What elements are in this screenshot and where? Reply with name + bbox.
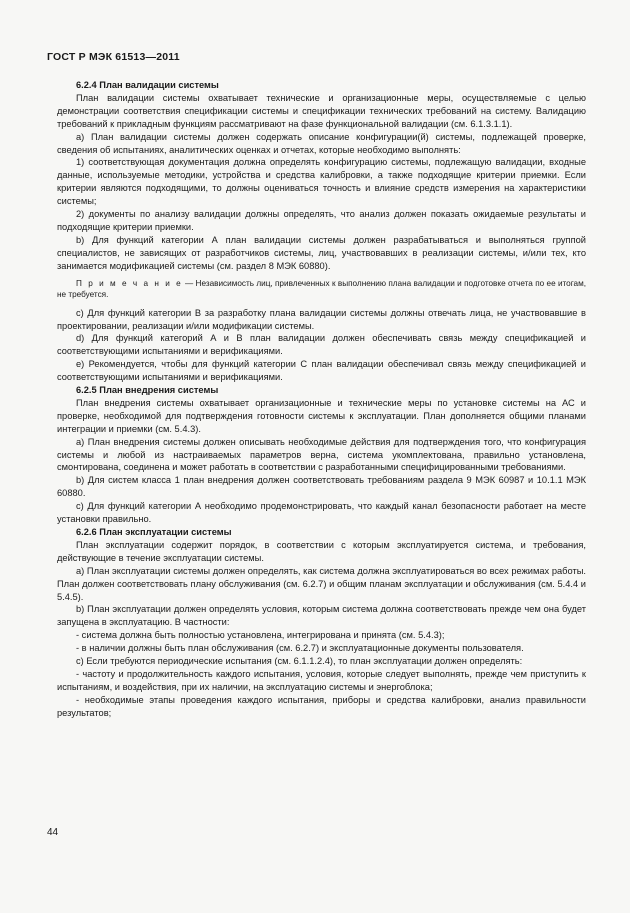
note-label: П р и м е ч а н и е xyxy=(76,278,183,288)
list-item-e: e) Рекомендуется, чтобы для функций категории С план валидации обеспечивал связь между спецификацией и соответствующими испытаниями и верификациями. xyxy=(57,359,586,383)
list-item-b: b) Для функций категории А план валидации системы должен разрабатываться и выполняться группой специалистов, не зависящих от разработчиков системы, лиц, участвовавших в реализации системы, и/или тех, кто занимается модификацией системы (см. раздел 8 МЭК 60880). xyxy=(57,234,586,271)
section-heading-6-2-5: 6.2.5 План внедрения системы xyxy=(76,385,219,396)
paragraph: План валидации системы охватывает технические и организационные меры, осуществляемые с целью демонстрации соответствия спецификации системы и спецификации технических требований на систему. Валидацию требований к прикладным функциям рассматривают на фазе функциональной валидации (см. 6.1.3.1.1). xyxy=(57,92,586,129)
list-item-d: d) Для функций категорий А и В план валидации должен обеспечивать связь между спецификацией и соответствующими испытаниями и верификациями. xyxy=(57,333,586,357)
section-heading-6-2-6: 6.2.6 План эксплуатации системы xyxy=(76,527,232,537)
page-number: 44 xyxy=(47,827,59,838)
list-item-a: a) План валидации системы должен содержать описание конфигурации(й) системы, подлежащей проверке, сведения об испытаниях, аналитических оценках и отчетах, которые необходимо выполнять: xyxy=(57,131,586,155)
page-content xyxy=(57,79,586,720)
list-item-a: a) План внедрения системы должен описывать необходимые действия для подтверждения того, что конфигурация системы и любой из настраиваемых параметров верна, система укомплектована, правильно установлена, смонтирована, соединена и может работать в соответствии с разработанными специфицированными требованиями. xyxy=(57,436,586,473)
sub-item-1: 1) соответствующая документация должна определять конфигурацию системы, подлежащую валидации, входные данные, используемые методики, устройства и средства калибровки, а также подходящие критерии приемки. Если критерии являются подходящими, то должны оцениваться точность и влияние средств измерения на характеристики системы; xyxy=(57,157,586,207)
note-text: — Независимость лиц, привлеченных к выполнению плана валидации и подготовке отчета по ее итогам, не требуется. xyxy=(57,278,586,300)
page-header: ГОСТ Р МЭК 61513—2011 xyxy=(47,51,180,63)
list-item-c: c) Для функций категории А необходимо продемонстрировать, что каждый канал безопасности работает на месте установки правильно. xyxy=(57,501,586,525)
sub-item-2: 2) документы по анализу валидации должны определять, что анализ должен показать ожидаемые результаты и подходящие критерии приемки. xyxy=(57,209,586,232)
section-heading-6-2-4: 6.2.4 План валидации системы xyxy=(76,80,219,90)
dash-item: - система должна быть полностью установлена, интегрирована и принята (см. 5.4.3); xyxy=(76,630,445,641)
list-item-b: b) План эксплуатации должен определять условия, которым система должна соответствовать прежде чем она будет запущена в эксплуатацию. В частности: xyxy=(57,604,586,628)
list-item-b: b) Для систем класса 1 план внедрения должен соответствовать требованиям раздела 9 МЭК 60987 и 10.1.1 МЭК 60880. xyxy=(57,475,586,499)
list-item-a: a) План эксплуатации системы должен определять, как система должна эксплуатироваться во всех режимах работы. План должен соответствовать плану обслуживания (см. 6.2.7) и общим планам эксплуатации и обслуживания (см. 5.4.4 и 5.4.5). xyxy=(57,565,586,602)
note xyxy=(57,278,586,301)
dash-item: - частоту и продолжительность каждого испытания, условия, которые следует выполнять, прежде чем приступить к испытаниям, и воздействия, при их наличии, на эксплуатацию системы и энергоблока; xyxy=(57,668,586,692)
dash-item: - необходимые этапы проведения каждого испытания, приборы и средства калибровки, анализ правильности результатов; xyxy=(57,694,586,718)
paragraph: План внедрения системы охватывает организационные и технические меры по установке системы на АС и проверке, необходимой для подтверждения готовности системы к эксплуатации. План дополняется общими планами интеграции и приемки (см. 5.4.3). xyxy=(57,397,586,434)
dash-item: - в наличии должны быть план обслуживания (см. 6.2.7) и эксплуатационные документы пользователя. xyxy=(76,643,524,654)
paragraph: План эксплуатации содержит порядок, в соответствии с которым эксплуатируется система, и требования, действующие в течение эксплуатации системы. xyxy=(57,539,586,563)
list-item-c: c) Если требуются периодические испытания (см. 6.1.1.2.4), то план эксплуатации должен определять: xyxy=(76,656,523,667)
list-item-c: c) Для функций категории В за разработку плана валидации системы должны отвечать лица, не участвовавшие в проектировании, реализации и/или модификации системы. xyxy=(57,307,586,331)
